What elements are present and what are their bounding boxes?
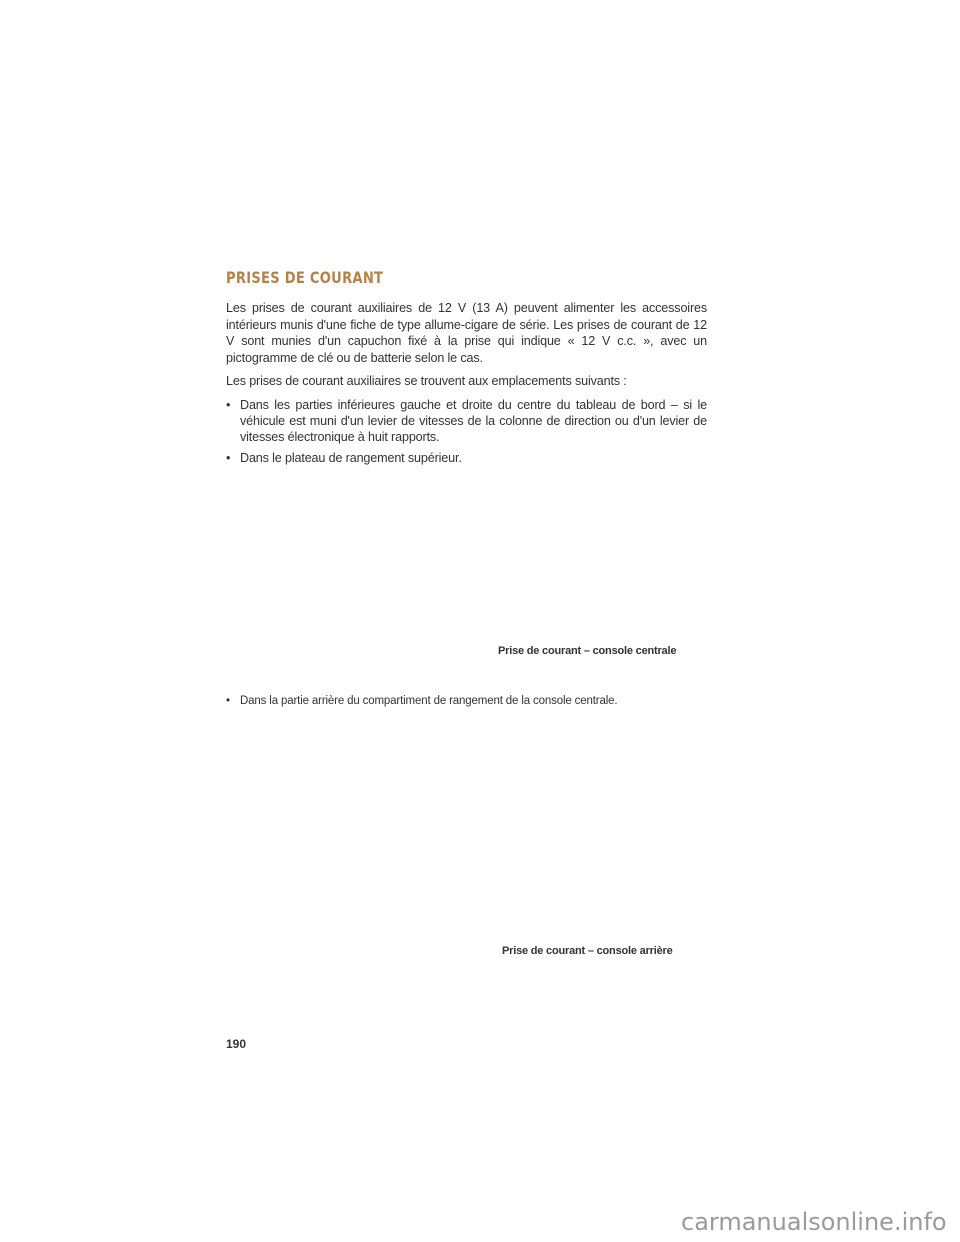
bullet-item xyxy=(226,450,707,466)
watermark: carmanualsonline.info xyxy=(681,1208,947,1236)
bullet-icon: • xyxy=(226,695,230,707)
bullet-icon: • xyxy=(226,450,231,465)
bullet-item xyxy=(226,397,707,445)
section-title: PRISES DE COURANT xyxy=(226,268,384,287)
figure-caption-center-console: Prise de courant – console centrale xyxy=(498,645,677,657)
bullet-icon: • xyxy=(226,397,231,412)
figure-caption-rear-console: Prise de courant – console arrière xyxy=(502,945,673,957)
bullet-block-2 xyxy=(226,693,707,709)
bullet-text: Dans les parties inférieures gauche et droite du centre du tableau de bord – si le véhicule est muni d'un levier de vitesses de la colonne de direction ou d'un levier de vitesses électronique à huit rapports. xyxy=(240,397,707,444)
intro-paragraph-block xyxy=(226,300,707,466)
bullet-item xyxy=(226,693,707,709)
bullet-text: Dans le plateau de rangement supérieur. xyxy=(240,450,462,465)
page-number: 190 xyxy=(226,1037,247,1051)
locations-paragraph: Les prises de courant auxiliaires se trouvent aux emplacements suivants : xyxy=(226,374,627,388)
intro-paragraph: Les prises de courant auxiliaires de 12 V (13 A) peuvent alimenter les accessoires intérieurs munis d'une fiche de type allume-cigare de série. Les prises de courant de 12 V sont munies d'un capuchon fixé à la prise qui indique « 12 V c.c. », avec un pictogramme de clé ou de batterie selon le cas. xyxy=(226,301,707,365)
bullet-text: Dans la partie arrière du compartiment de rangement de la console centrale. xyxy=(240,695,618,707)
